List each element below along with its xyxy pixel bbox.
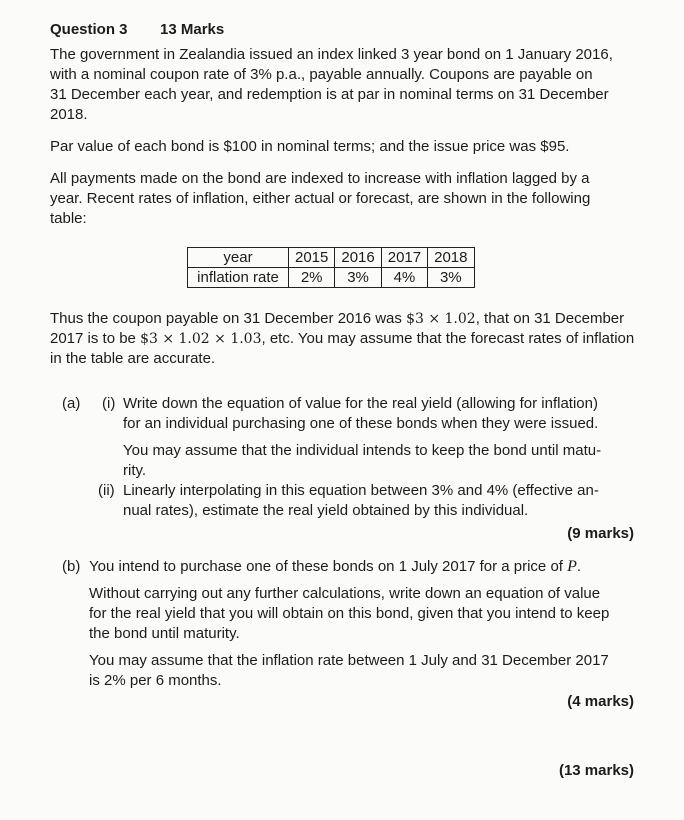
year-cell: 2018 [428, 248, 474, 268]
inflation-table [187, 247, 475, 288]
text-line [89, 557, 634, 577]
row-header-inflation: inflation rate [188, 268, 289, 288]
text-segment: . [576, 558, 582, 575]
text-line: Without carrying out any further calculations, write down an equation of value [89, 585, 601, 602]
year-cell: 2016 [335, 248, 381, 268]
part-a-i-label: (i) [102, 395, 116, 412]
text-line: You may assume that the individual intends to keep the bond until matu- [123, 442, 602, 459]
table-row-year [188, 248, 475, 268]
question-marks: 13 Marks [160, 21, 225, 38]
part-b-text [89, 557, 634, 691]
intro-paragraph-2 [50, 137, 640, 157]
question-header [50, 21, 225, 38]
part-b-marks: (4 marks) [567, 693, 634, 710]
text-line: is 2% per 6 months. [89, 672, 222, 689]
text-line: Par value of each bond is $100 in nominal terms; and the issue price was $95. [50, 138, 570, 155]
intro-paragraph-1 [50, 45, 640, 125]
text-line: 2018. [50, 106, 88, 123]
text-line [50, 329, 640, 349]
part-a-ii-text [123, 481, 633, 521]
part-a-marks: (9 marks) [567, 525, 634, 542]
question-number: Question 3 [50, 21, 128, 38]
text-line: The government in Zealandia issued an index linked 3 year bond on 1 January 2016, [50, 46, 613, 63]
text-line [50, 309, 640, 329]
table-row-inflation [188, 268, 475, 288]
text-segment: , that on 31 December [475, 310, 625, 327]
text-line: You may assume that the inflation rate between 1 July and 31 December 2017 [89, 652, 609, 669]
text-segment: You intend to purchase one of these bonds on 1 July 2017 for a price of [89, 558, 568, 575]
part-b-label: (b) [62, 558, 81, 575]
text-line: All payments made on the bond are indexed to increase with inflation lagged by a [50, 170, 590, 187]
text-line: year. Recent rates of inflation, either actual or forecast, are shown in the following [50, 190, 591, 207]
text-line: for the real yield that you will obtain on this bond, given that you intend to keep [89, 605, 610, 622]
rate-cell: 3% [335, 268, 381, 288]
year-cell: 2017 [381, 248, 427, 268]
text-line: in the table are accurate. [50, 350, 216, 367]
part-a-ii-label: (ii) [98, 482, 115, 499]
text-line: the bond until maturity. [89, 625, 240, 642]
rate-cell: 2% [289, 268, 335, 288]
total-marks: (13 marks) [558, 762, 634, 779]
text-line: rity. [123, 462, 147, 479]
math-expression: $3 × 1.02 × 1.03 [140, 331, 262, 347]
text-line: 31 December each year, and redemption is at par in nominal terms on 31 December [50, 86, 609, 103]
text-line: Linearly interpolating in this equation between 3% and 4% (effective an- [123, 482, 599, 499]
part-a-i-text [123, 394, 633, 481]
rate-cell: 3% [428, 268, 474, 288]
text-line: for an individual purchasing one of these bonds when they were issued. [123, 415, 599, 432]
text-line: table: [50, 210, 87, 227]
text-segment: , etc. You may assume that the forecast rates of inflation [261, 330, 635, 347]
rate-cell: 4% [381, 268, 427, 288]
part-a-label: (a) [62, 395, 81, 412]
math-variable: P [567, 558, 577, 575]
year-cell: 2015 [289, 248, 335, 268]
math-expression: $3 × 1.02 [406, 311, 476, 327]
text-segment: Thus the coupon payable on 31 December 2016 was [50, 310, 407, 327]
text-line: nual rates), estimate the real yield obtained by this individual. [123, 502, 529, 519]
text-line: with a nominal coupon rate of 3% p.a., payable annually. Coupons are payable on [50, 66, 593, 83]
row-header-year: year [188, 248, 289, 268]
intro-paragraph-3 [50, 169, 640, 229]
thus-paragraph [50, 309, 640, 369]
text-line: Write down the equation of value for the real yield (allowing for inflation) [123, 395, 598, 412]
text-segment: 2017 is to be [50, 330, 141, 347]
